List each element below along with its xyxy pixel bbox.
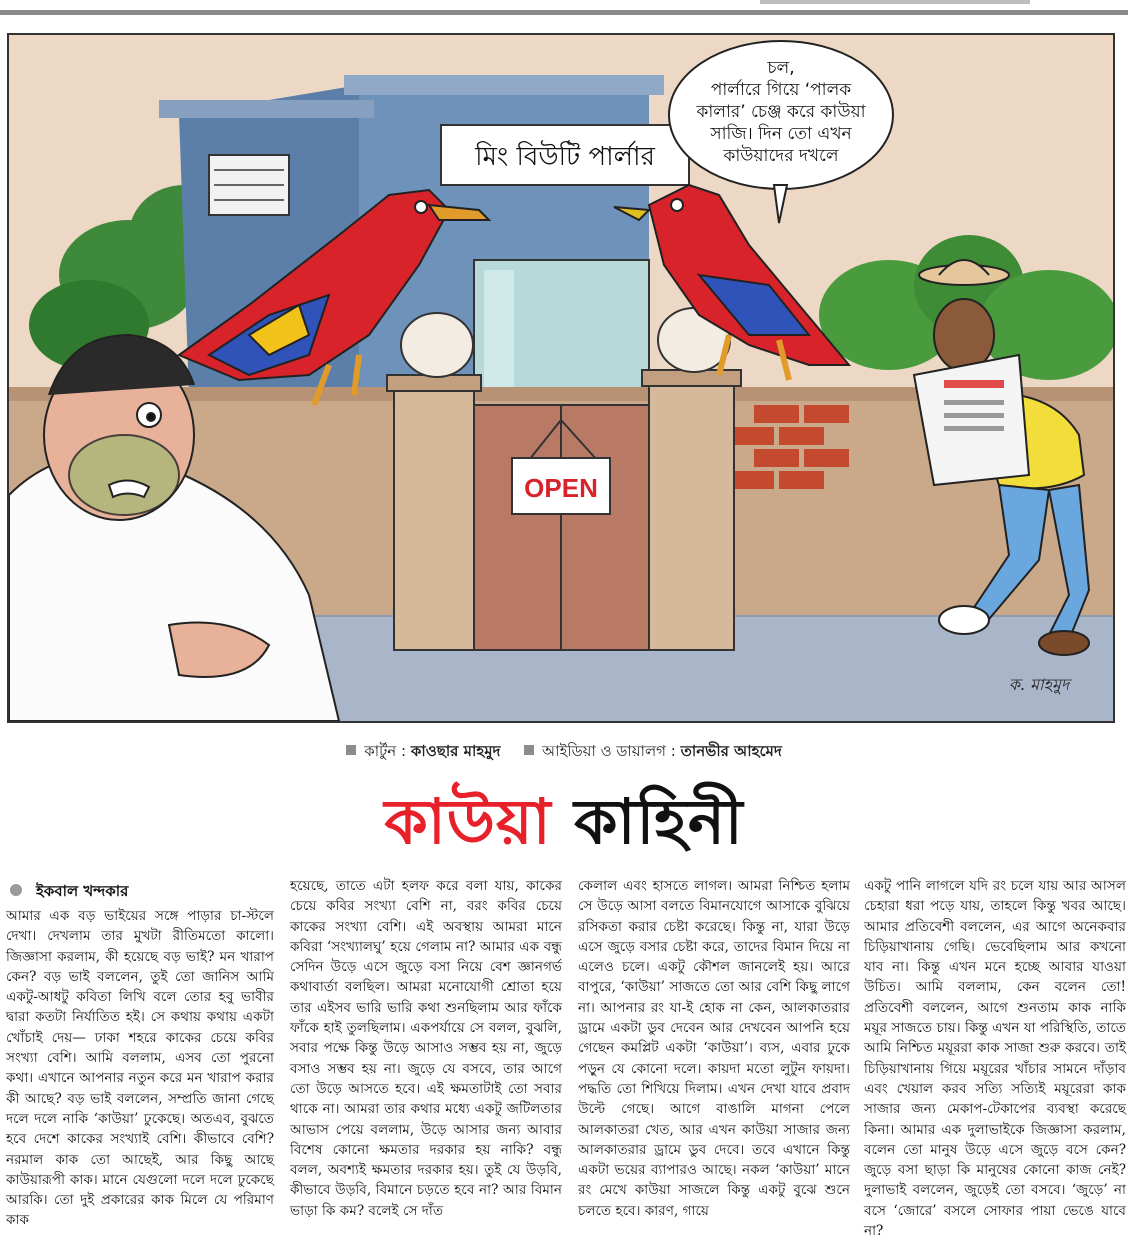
idea-credit-label: আইডিয়া ও ডায়ালগ : [542, 742, 676, 760]
cartoon-credit-label: কার্টুন : [364, 742, 407, 760]
cartoon-illustration [7, 33, 1115, 723]
speech-line-1: চল, [767, 58, 795, 78]
bullet-square-icon [346, 745, 356, 755]
speech-line-2: পার্লারে গিয়ে ‘পালক [710, 80, 852, 100]
byline [6, 880, 274, 905]
artist-signature: ক. মাহমুদ [1008, 675, 1070, 694]
speech-line-3: কালার’ চেঞ্জ করে কাউয়া [696, 102, 866, 122]
speech-line-4: সাজি। দিন তো এখন [710, 124, 852, 144]
author-name: ইকবাল খন্দকার [36, 882, 129, 900]
top-strip [760, 0, 1030, 4]
cartoon-credit-name: কাওছার মাহমুদ [410, 742, 501, 760]
parlour-sign-text: মিং বিউটি পার্লার [475, 142, 655, 172]
speech-line-5: কাউয়াদের দখলে [723, 146, 839, 166]
headline-part-1: কাউয়া [384, 785, 552, 858]
headline [0, 782, 1128, 862]
top-rule [0, 10, 1128, 15]
credit-line [0, 740, 1128, 765]
idea-credit-name: তানভীর আহমেদ [680, 742, 782, 760]
headline-part-2: কাহিনী [574, 785, 744, 858]
article-column-3: কেলাল এবং হাসতে লাগল। আমরা নিশ্চিত হলাম সে উড়ে আসা বলতে বিমানযোগে আসাকে বুঝিয়ে রসিকতা করার চেষ্টা করেছে। কিন্তু না, যারা উড়ে এসে জুড়ে বসার চেষ্টা করে, তাদের বিমান দিয়ে না এলেও চলে। একটু কৌশল জানলেই হয়। আরে বাপুরে, ‘কাউয়া’ সাজতে তো আর বেশি কিছু লাগে না। আপনার রং যা-ই হোক না কেন, আলকাতরার ড্রামে একটা ডুব দেবেন আর দেখবেন আপনি হয়ে গেছেন কমপ্লিট একটা ‘কাউয়া’। ব্যস, এবার ঢুকে পড়ুন যে কোনো দলে। কায়দা মতো লুটুন ফায়দা। পদ্ধতি তো শিখিয়ে দিলাম। এখন দেখা যাবে প্রবাদ উল্টে গেছে। আগে বাঙালি মাগনা পেলে আলকাতরা খেত, আর এখন কাউয়া সাজার জন্য আলকাতরার ড্রামে ডুব দেবে। তবে এখানে কিন্তু একটা ভয়ের ব্যাপারও আছে। নকল ‘কাউয়া’ মানে রং মেখে কাউয়া সাজলে কিন্তু একটু বুঝে শুনে চলতে হবে। কারণ, গায়ে [578, 878, 850, 1219]
bullet-square-icon [524, 745, 534, 755]
article-column-2: হয়েছে, তাতে এটা হলফ করে বলা যায়, কাকের চেয়ে কবির সংখ্যা বেশি না, বরং কবির চেয়ে কাকের সংখ্যা বেশি। এই অবস্থায় আমরা মানে কবিরা ‘সংখ্যালঘু’ হয়ে গেলাম না? আমার এক বন্ধু সেদিন উড়ে এসে জুড়ে বসা নিয়ে বেশ জ্ঞানগর্ভ কথাবার্তা বলছিল। আমরা মনোযোগী শ্রোতা হয়ে তার এইসব ভারি ভারি কথা শুনছিলাম আর ফাঁকে ফাঁকে হাই তুলছিলাম। একপর্যায়ে সে বলল, বুঝলি, সবার পক্ষে কিন্তু উড়ে আসাও সম্ভব হয় না, জুড়ে বসাও সম্ভব হয় না। জুড়ে যে বসবে, তার আগে তো উড়ে আসতে হবে। এই ক্ষমতাটাই তো সবার থাকে না। আমরা তার কথার মধ্যে একটু জটিলতার আভাস পেয়ে বললাম, উড়ে আসার জন্য আবার বিশেষ কোনো ক্ষমতার দরকার হয় নাকি? বন্ধু বলল, অবশ্যই ক্ষমতার দরকার হয়। তুই যে উড়বি, কীভাবে উড়বি, বিমানে চড়তে হবে না? আর বিমান ভাড়া কি কম? বলেই সে দাঁত [290, 878, 562, 1219]
open-sign-text: OPEN [524, 473, 598, 503]
bullet-dot-icon [10, 884, 22, 896]
article-column-4: একটু পানি লাগলে যদি রং চলে যায় আর আসল চেহারা ধরা পড়ে যায়, তাহলে কিন্তু খবর আছে। আমার প্রতিবেশী বললেন, এর আগে অনেকবার চিড়িয়াখানায় গেছি। ভেবেছিলাম আর কখনো যাব না। কিন্তু এখন মনে হচ্ছে আবার যাওয়া উচিত। আমি বললাম, কেন বলেন তো! প্রতিবেশী বললেন, আগে শুনতাম কাক নাকি ময়ূর সাজতে চায়। কিন্তু এখন যা পরিস্থিতি, তাতে আমি নিশ্চিত ময়ূররা কাক সাজা শুরু করবে। তাই চিড়িয়াখানায় গিয়ে ময়ূরের খাঁচার সামনে দাঁড়াব এবং খেয়াল করব সত্যি সত্যিই ময়ূরেরা কাক সাজার জন্য মেকাপ-টেকাপের ব্যবস্থা করেছে কিনা। আমার এক দুলাভাইকে জিজ্ঞাসা করলাম, বলেন তো মানুষ উড়ে এসে জুড়ে বসে কেন? জুড়ে বসা ছাড়া কি মানুষের কোনো কাজ নেই? দুলাভাই বললেন, জুড়েই তো বসবে। ‘জুড়ে’ না বসে ‘জোরে’ বসলে সোফার পায়া ভেঙে যাবে না? [864, 878, 1126, 1240]
article-column-1: আমার এক বড় ভাইয়ের সঙ্গে পাড়ার চা-স্টলে দেখা। দেখলাম তার মুখটা রীতিমতো কালো। জিজ্ঞাসা করলাম, কী হয়েছে বড় ভাই? মন খারাপ কেন? বড় ভাই বললেন, তুই তো জানিস আমি একটু-আধটু কবিতা লিখি বলে তোর হবু ভাবীর দ্বারা কতটা নির্যাতিত হই। সে কথায় কথায় একটা খোঁচাই দেয়— ঢাকা শহরে কাকের চেয়ে কবির সংখ্যা বেশি। আমি বললাম, এসব তো পুরনো কথা। এখানে আপনার নতুন করে মন খারাপ করার কী আছে? বড় ভাই বললেন, সম্প্রতি জানা গেছে দলে দলে নাকি ‘কাউয়া’ ঢুকেছে। অতএব, বুঝতে হবে দেশে কাকের সংখ্যাই বেশি। কীভাবে বেশি? নরমাল কাক তো আছেই, আর কিছু আছে কাউয়ারূপী কাক। মানে যেগুলো দলে দলে ঢুকেছে আরকি। তো দুই প্রকারের কাক মিলে যে পরিমাণ কাক [6, 908, 274, 1229]
